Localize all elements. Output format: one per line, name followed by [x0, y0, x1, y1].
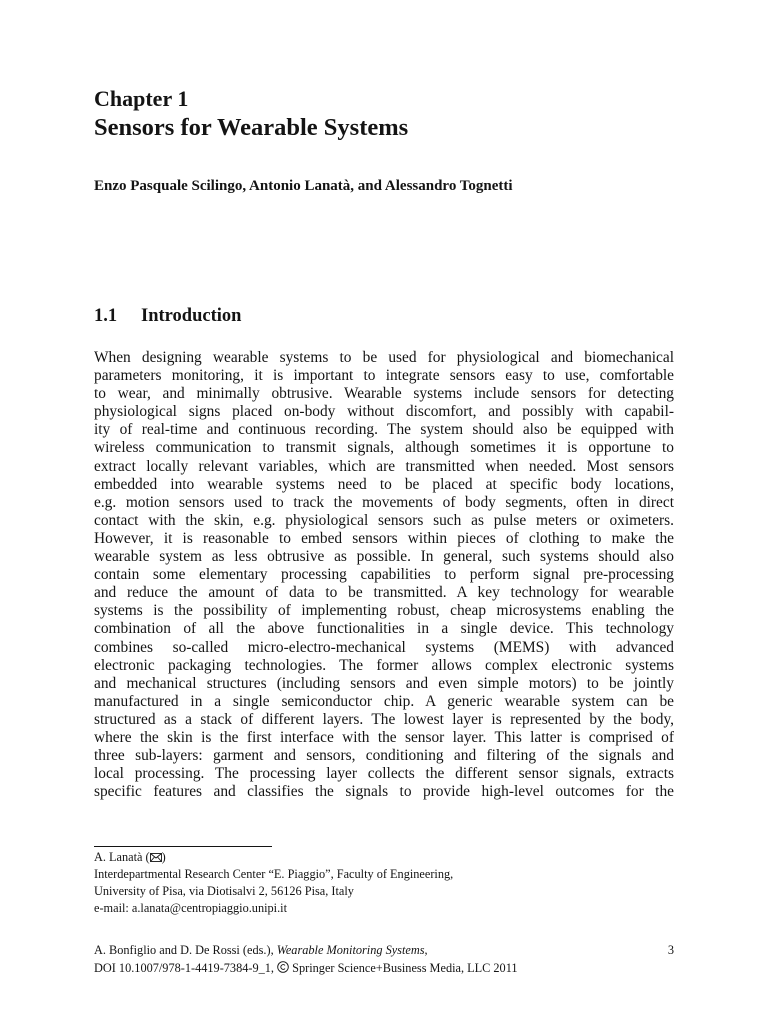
reference-book-title: Wearable Monitoring Systems [276, 943, 425, 957]
footnote [94, 849, 453, 917]
body-line: to wear, and minimally obtrusive. Wearable systems include sensors for detecting [94, 385, 674, 403]
body-line: extract locally relevant variables, which are transmitted when needed. Most sensors [94, 457, 674, 475]
footnote-author: A. Lanatà ( [94, 850, 150, 864]
body-line: three sub-layers: garment and sensors, conditioning and filtering of the signals and [94, 747, 674, 765]
body-line: combination of all the above functionalities in a single device. This technology [94, 620, 674, 638]
footnote-email: e-mail: a.lanata@centropiaggio.unipi.it [94, 901, 287, 915]
body-line: contain some elementary processing capabilities to perform signal pre-processing [94, 566, 674, 584]
envelope-icon [150, 853, 162, 862]
reference-line-1 [94, 941, 518, 959]
book-reference [94, 941, 518, 977]
body-line: and mechanical structures (including sensors and even simple motors) to be jointly [94, 674, 674, 692]
body-line: wireless communication to transmit signals, although sometimes it is opportune to [94, 439, 674, 457]
chapter-title: Sensors for Wearable Systems [94, 114, 409, 141]
body-paragraph [94, 349, 674, 801]
body-line: contact with the skin, e.g. physiological sensors such as pulse meters or oximeters. [94, 511, 674, 529]
body-line: systems is the possibility of implementing robust, cheap microsystems enabling the [94, 602, 674, 620]
footnote-author-close: ) [161, 850, 166, 864]
body-line: local processing. The processing layer collects the different sensor signals, extracts [94, 765, 674, 783]
body-line: e.g. motion sensors used to track the movements of body segments, often in direct [94, 493, 674, 511]
body-line: manufactured in a single semiconductor chip. A generic wearable system can be [94, 692, 674, 710]
body-line: When designing wearable systems to be used for physiological and biomechanical [94, 349, 674, 366]
body-line: parameters monitoring, it is important to integrate sensors easy to use, comfortable [94, 367, 674, 385]
reference-publisher: Springer Science+Business Media, LLC 2011 [289, 961, 518, 975]
body-line: combines so-called micro-electro-mechanical systems (MEMS) with advanced [94, 638, 674, 656]
reference-doi: DOI 10.1007/978-1-4419-7384-9_1, [94, 961, 278, 975]
body-line: and reduce the amount of data to be transmitted. A key technology for wearable [94, 584, 674, 602]
section-heading [94, 304, 241, 328]
body-line: electronic packaging technologies. The former allows complex electronic systems [94, 656, 674, 674]
reference-book-suffix: , [424, 943, 428, 957]
body-line: where the skin is the first interface with the sensor layer. This latter is comprised of [94, 728, 674, 746]
body-line: ity of real-time and continuous recording. The system should also be equipped with [94, 421, 674, 439]
section-number: 1.1 [94, 306, 118, 326]
section-title: Introduction [141, 306, 242, 326]
chapter-label: Chapter 1 [94, 86, 189, 111]
footnote-divider [94, 846, 272, 847]
reference-editors: A. Bonfiglio and D. De Rossi (eds.), [94, 943, 277, 957]
copyright-icon [277, 961, 289, 973]
body-line: wearable system as less obtrusive as possible. In general, such systems should also [94, 548, 674, 566]
reference-line-2 [94, 959, 518, 977]
chapter-authors: Enzo Pasquale Scilingo, Antonio Lanatà, and Alessandro Tognetti [94, 178, 513, 194]
footnote-affiliation-1: Interdepartmental Research Center “E. Piaggio”, Faculty of Engineering, [94, 867, 454, 881]
body-line: physiological signs placed on-body without discomfort, and possibly with capabil- [94, 403, 674, 421]
body-line: specific features and classifies the signals to provide high-level outcomes for the [94, 783, 674, 801]
footnote-affiliation-2: University of Pisa, via Diotisalvi 2, 56126 Pisa, Italy [94, 884, 354, 898]
body-line: structured as a stack of different layers. The lowest layer is represented by the body, [94, 710, 674, 728]
footnote-author-line [94, 849, 453, 866]
body-line: However, it is reasonable to embed sensors within pieces of clothing to make the [94, 529, 674, 547]
page-number: 3 [667, 943, 674, 957]
body-line: embedded into wearable systems need to be placed at specific body locations, [94, 475, 674, 493]
